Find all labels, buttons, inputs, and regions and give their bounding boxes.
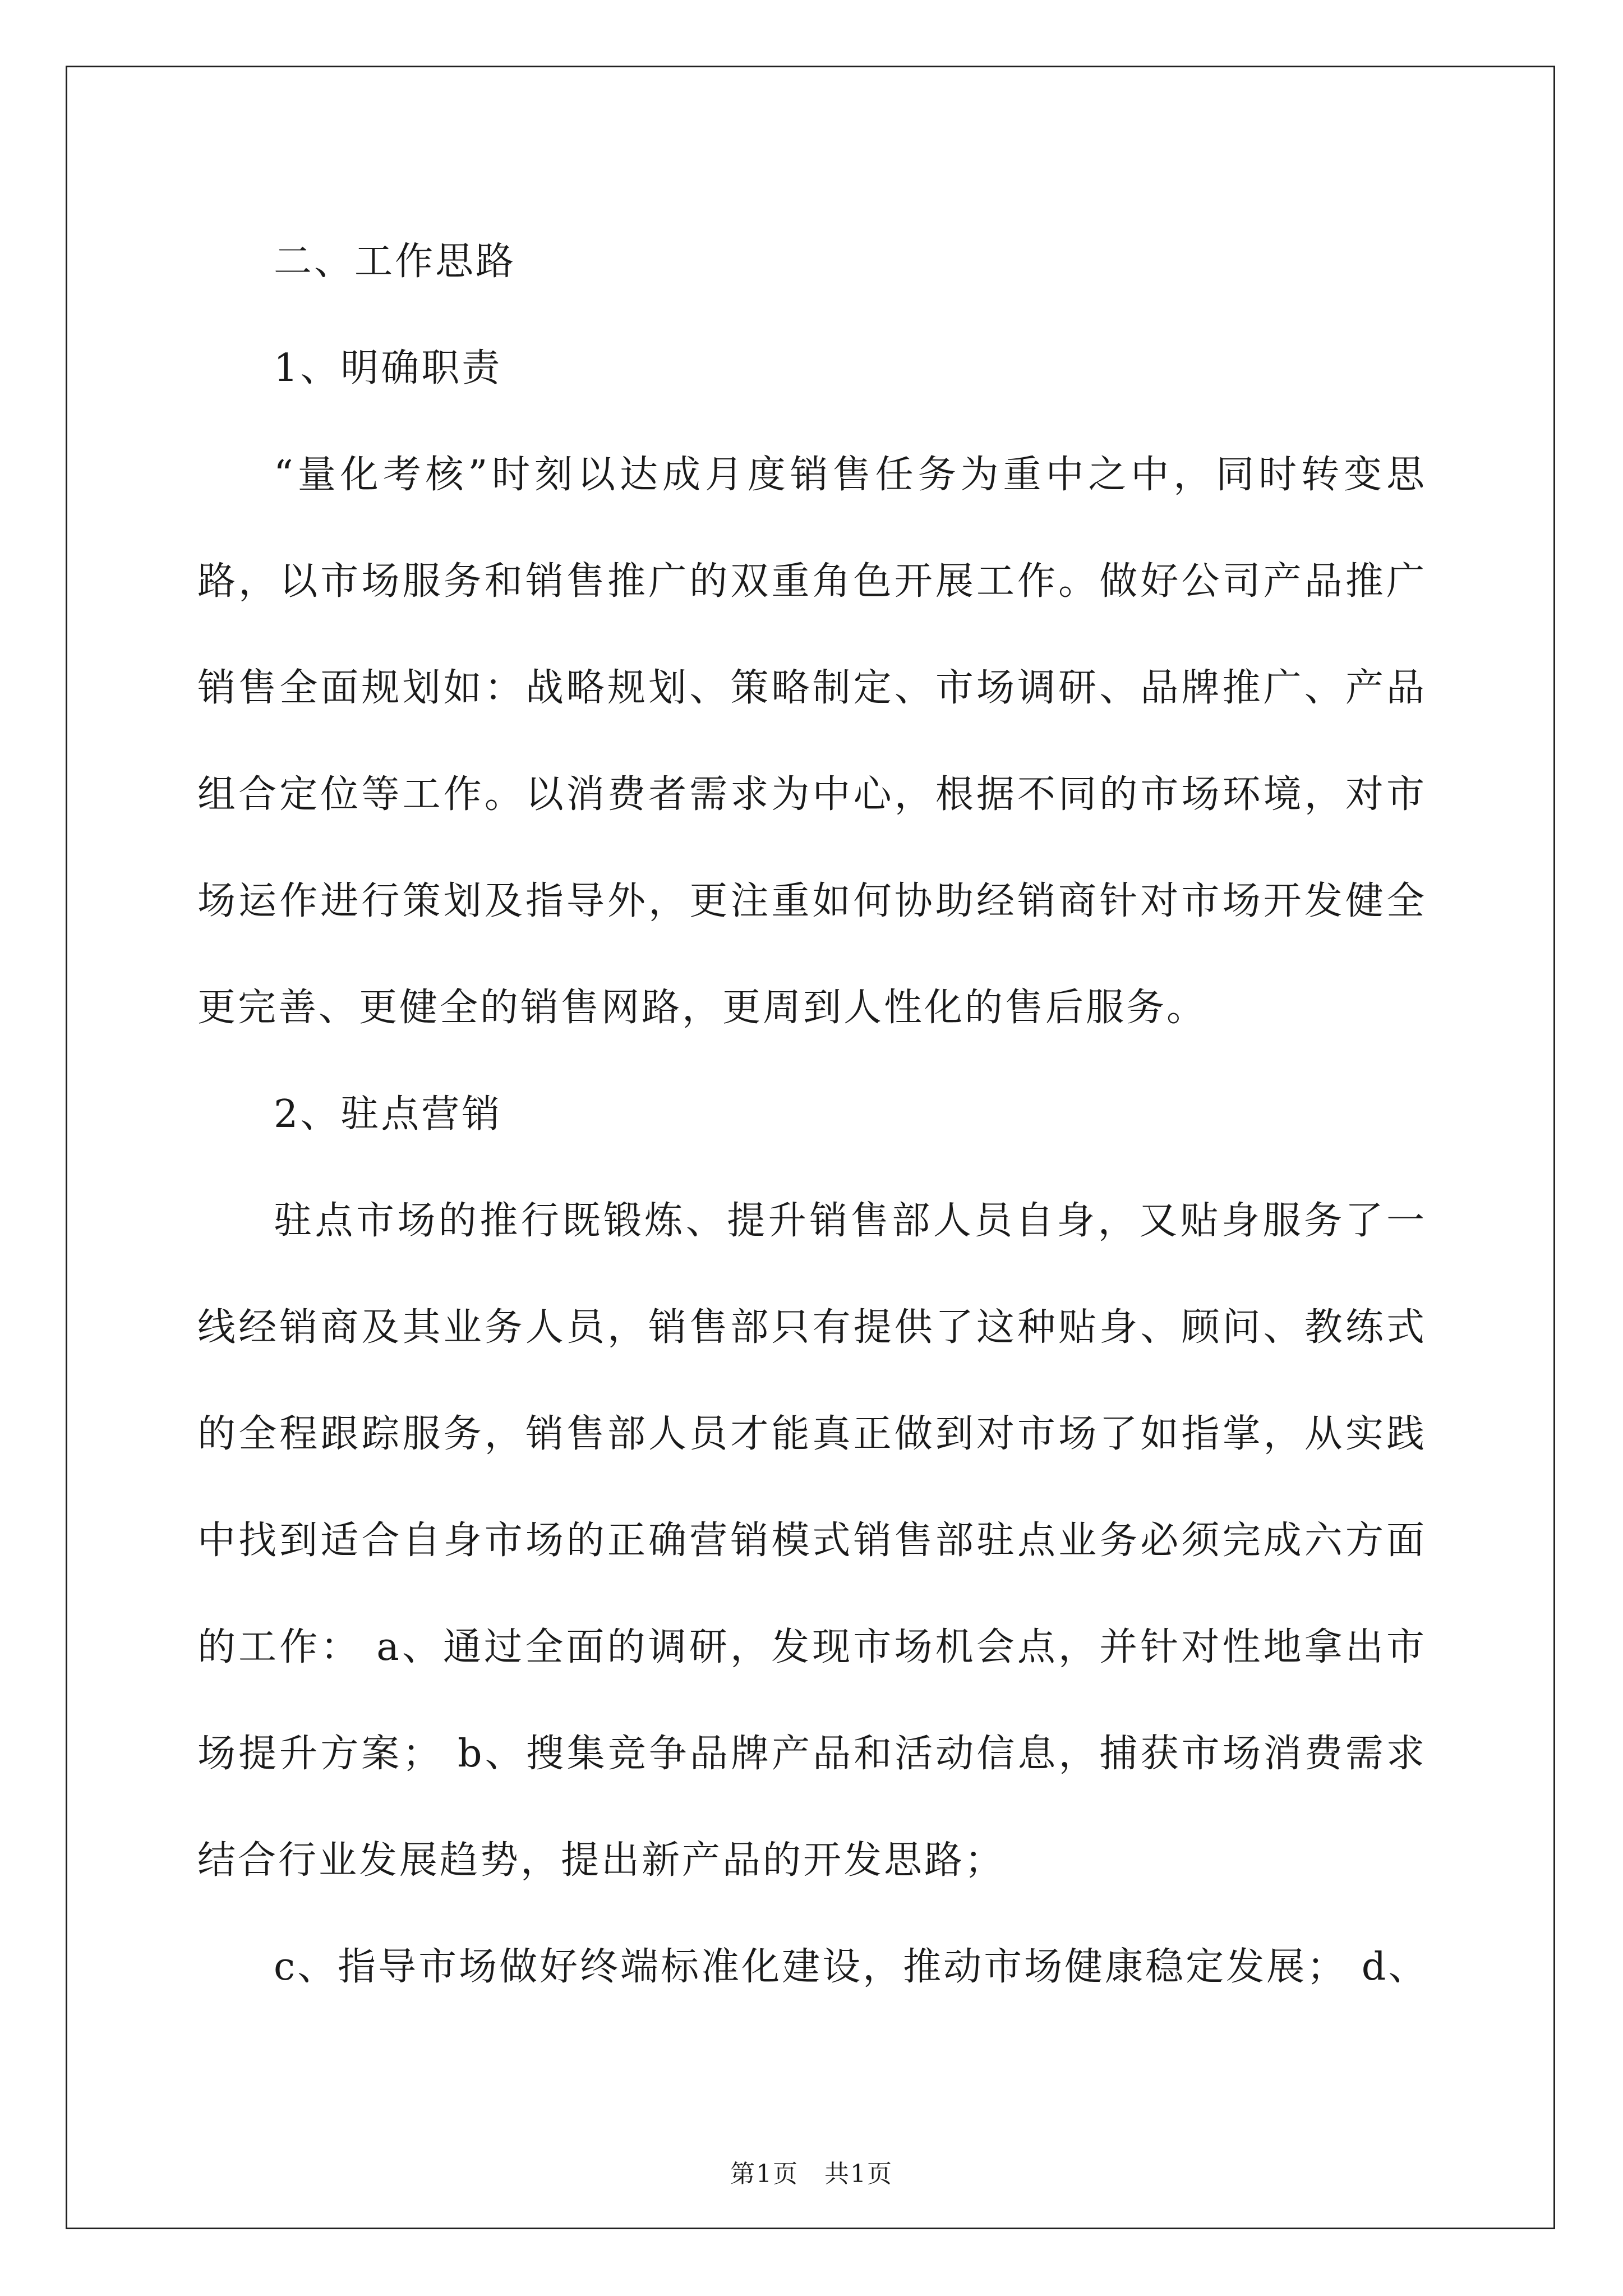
paragraph-line: 结合行业发展趋势，提出新产品的开发思路； bbox=[197, 1838, 1006, 1883]
subsection-heading: 1、明确职责 bbox=[274, 346, 502, 390]
paragraph-line: 场提升方案； b、搜集竞争品牌产品和活动信息，捕获市场消费需求 bbox=[197, 1732, 1427, 1776]
paragraph-line: 驻点市场的推行既锻炼、提升销售部人员自身，又贴身服务了一 bbox=[274, 1199, 1427, 1243]
paragraph-line: 销售全面规划如：战略规划、策略制定、市场调研、品牌推广、产品 bbox=[197, 666, 1427, 710]
paragraph-line: 线经销商及其业务人员，销售部只有提供了这种贴身、顾问、教练式 bbox=[197, 1305, 1427, 1350]
paragraph-line: c、指导市场做好终端标准化建设，推动市场健康稳定发展； d、 bbox=[274, 1945, 1429, 1989]
paragraph-line: 组合定位等工作。以消费者需求为中心，根据不同的市场环境，对市 bbox=[197, 772, 1427, 817]
subsection-heading: 2、驻点营销 bbox=[274, 1092, 502, 1137]
paragraph-line: 路，以市场服务和销售推广的双重角色开展工作。做好公司产品推广 bbox=[197, 559, 1427, 604]
section-heading: 二、工作思路 bbox=[274, 240, 517, 284]
paragraph-line: 的工作： a、通过全面的调研，发现市场机会点，并针对性地拿出市 bbox=[197, 1625, 1427, 1669]
paragraph-line: “量化考核”时刻以达成月度销售任务为重中之中，同时转变思 bbox=[274, 453, 1427, 497]
document-body bbox=[197, 209, 1427, 2021]
paragraph-line: 的全程跟踪服务，销售部人员才能真正做到对市场了如指掌，从实践 bbox=[197, 1412, 1427, 1456]
paragraph-line: 场运作进行策划及指导外，更注重如何协助经销商针对市场开发健全 bbox=[197, 879, 1427, 923]
page-number-footer: 第1页 共1页 bbox=[730, 2160, 893, 2188]
paragraph-line: 中找到适合自身市场的正确营销模式销售部驻点业务必须完成六方面 bbox=[197, 1519, 1427, 1563]
paragraph-line: 更完善、更健全的销售网路，更周到人性化的售后服务。 bbox=[197, 986, 1207, 1030]
